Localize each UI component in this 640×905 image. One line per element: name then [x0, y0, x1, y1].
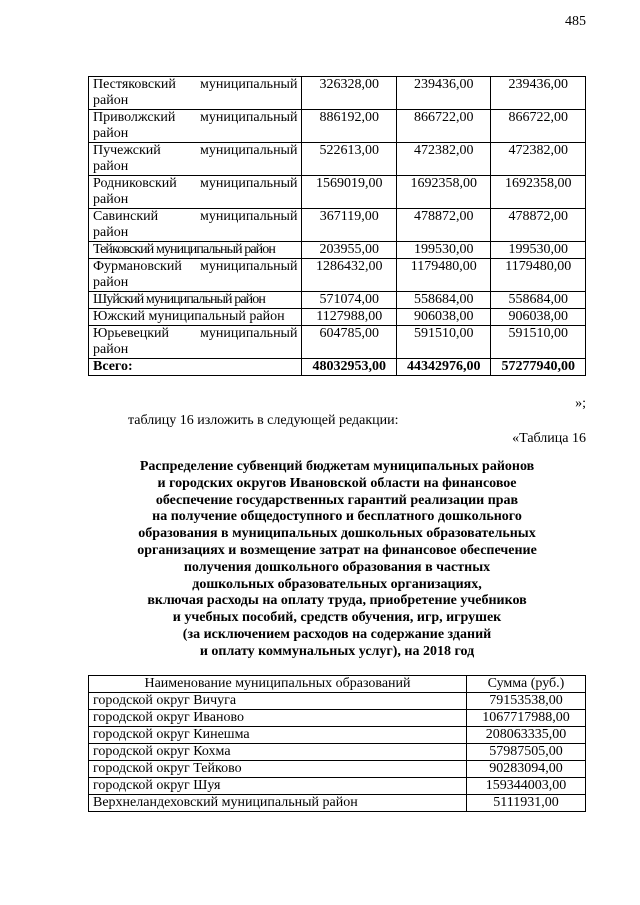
amount-cell: 472382,00 [396, 143, 491, 176]
table-row [89, 143, 586, 176]
district-name: Фурмановский муниципальный район [89, 259, 302, 292]
amount-cell: 478872,00 [396, 209, 491, 242]
table-row [89, 110, 586, 143]
municipality-name: городской округ Кохма [89, 744, 467, 761]
amount-cell: 1127988,00 [302, 309, 397, 326]
amount-cell: 239436,00 [396, 77, 491, 110]
district-name: Савинский муниципальный район [89, 209, 302, 242]
district-name: Тейковский муниципальный район [89, 242, 302, 259]
heading-line: получения дошкольного образования в частных [183, 559, 491, 575]
heading-line: организациях и возмещение затрат на финансовое обеспечение [137, 542, 537, 558]
total-row [89, 359, 586, 376]
table-row [89, 309, 586, 326]
sum-cell: 159344003,00 [467, 778, 586, 795]
municipality-name: городской округ Кинешма [89, 727, 467, 744]
amount-cell: 1179480,00 [491, 259, 586, 292]
table-row [89, 710, 586, 727]
table-row [89, 326, 586, 359]
amount-cell: 906038,00 [396, 309, 491, 326]
sum-cell: 57987505,00 [467, 744, 586, 761]
amount-cell: 886192,00 [302, 110, 397, 143]
amount-cell: 1286432,00 [302, 259, 397, 292]
table-label: «Таблица 16 [512, 431, 586, 446]
closing-quote: »; [575, 396, 586, 411]
amount-cell: 522613,00 [302, 143, 397, 176]
subvention-distribution-table [88, 675, 586, 812]
total-amount: 48032953,00 [302, 359, 397, 376]
table-row [89, 761, 586, 778]
heading-line: и городских округов Ивановской области на финансовое [157, 475, 517, 491]
amount-cell: 326328,00 [302, 77, 397, 110]
amount-cell: 1179480,00 [396, 259, 491, 292]
heading-line: дошкольных образовательных организациях, [192, 576, 482, 592]
district-name: Южский муниципальный район [89, 309, 302, 326]
municipal-amounts-table [88, 76, 586, 376]
column-header-name: Наименование муниципальных образований [89, 676, 467, 693]
amount-cell: 591510,00 [396, 326, 491, 359]
amount-cell: 1569019,00 [302, 176, 397, 209]
amount-cell: 591510,00 [491, 326, 586, 359]
amount-cell: 472382,00 [491, 143, 586, 176]
table-header-row [89, 676, 586, 693]
heading-line: на получение общедоступного и бесплатного дошкольного [152, 509, 522, 525]
heading-line: Распределение субвенций бюджетам муниципальных районов [139, 459, 535, 474]
municipality-name: городской округ Иваново [89, 710, 467, 727]
column-header-sum: Сумма (руб.) [467, 676, 586, 693]
municipality-name: городской округ Вичуга [89, 693, 467, 710]
page-number: 485 [565, 14, 586, 29]
amount-cell: 558684,00 [491, 292, 586, 309]
amount-cell: 1692358,00 [491, 176, 586, 209]
district-name: Родниковский муниципальный район [89, 176, 302, 209]
amount-cell: 478872,00 [491, 209, 586, 242]
sum-cell: 5111931,00 [467, 795, 586, 812]
heading-line: включая расходы на оплату труда, приобретение учебников [147, 593, 527, 609]
table-row [89, 242, 586, 259]
heading-line: образования в муниципальных дошкольных образовательных [138, 526, 536, 542]
total-amount: 44342976,00 [396, 359, 491, 376]
sum-cell: 1067717988,00 [467, 710, 586, 727]
table-row [89, 292, 586, 309]
district-name: Приволжский муниципальный район [89, 110, 302, 143]
district-name: Юрьевецкий муниципальный район [89, 326, 302, 359]
sum-cell: 79153538,00 [467, 693, 586, 710]
amount-cell: 1692358,00 [396, 176, 491, 209]
amount-cell: 558684,00 [396, 292, 491, 309]
municipality-name: городской округ Тейково [89, 761, 467, 778]
total-label: Всего: [89, 359, 302, 376]
municipality-name: Верхнеландеховский муниципальный район [89, 795, 467, 812]
table-row [89, 744, 586, 761]
amount-cell: 571074,00 [302, 292, 397, 309]
table-row [89, 209, 586, 242]
amount-cell: 203955,00 [302, 242, 397, 259]
table-row [89, 259, 586, 292]
amount-cell: 866722,00 [491, 110, 586, 143]
table-heading [88, 459, 586, 661]
municipality-name: городской округ Шуя [89, 778, 467, 795]
heading-line: обеспечение государственных гарантий реализации прав [155, 492, 519, 508]
amendment-instruction: таблицу 16 изложить в следующей редакции: [128, 413, 399, 428]
district-name: Пучежский муниципальный район [89, 143, 302, 176]
amount-cell: 199530,00 [491, 242, 586, 259]
table-row [89, 778, 586, 795]
heading-line: и учебных пособий, средств обучения, игр, игрушек [172, 610, 502, 626]
table-row [89, 77, 586, 110]
total-amount: 57277940,00 [491, 359, 586, 376]
sum-cell: 208063335,00 [467, 727, 586, 744]
table-row [89, 795, 586, 812]
district-name: Пестяковский муниципальный район [89, 77, 302, 110]
amount-cell: 866722,00 [396, 110, 491, 143]
table-row [89, 693, 586, 710]
district-name: Шуйский муниципальный район [89, 292, 302, 309]
table-row [89, 176, 586, 209]
table-row [89, 727, 586, 744]
amount-cell: 199530,00 [396, 242, 491, 259]
heading-line: и оплату коммунальных услуг), на 2018 год [199, 643, 475, 659]
amount-cell: 239436,00 [491, 77, 586, 110]
amount-cell: 906038,00 [491, 309, 586, 326]
amount-cell: 367119,00 [302, 209, 397, 242]
amount-cell: 604785,00 [302, 326, 397, 359]
heading-line: (за исключением расходов на содержание зданий [182, 626, 492, 642]
sum-cell: 90283094,00 [467, 761, 586, 778]
